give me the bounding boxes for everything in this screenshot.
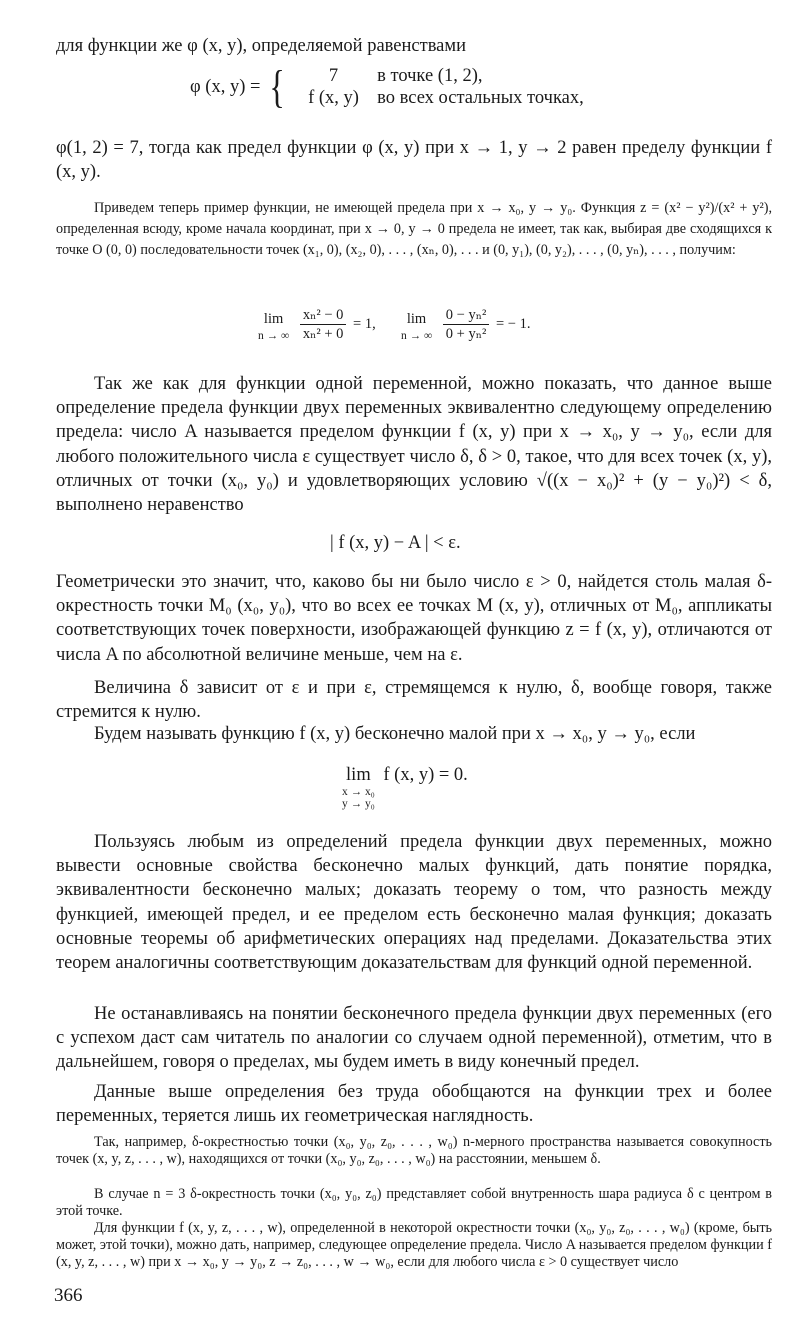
lim1-sub: n → ∞	[258, 329, 290, 342]
p-finite: Не останавливаясь на понятии бесконечного предела функции двух переменных (его с успехом даст сам читатель по аналогии со случаем одной переменной), отметим, что в дальнейшем, говоря о пределах, мы будем иметь в виду конечный предел.	[56, 1004, 772, 1073]
phi-definition	[190, 61, 584, 112]
phi-case1-value: 7	[328, 66, 339, 86]
lim1-numerator: xₙ² − 0	[300, 306, 347, 325]
inequality-formula: | f (x, y) − A | < ε.	[330, 533, 461, 553]
page-number: 366	[54, 1285, 83, 1306]
lim1-word: lim	[263, 310, 284, 327]
lim2-value: = − 1.	[495, 315, 531, 332]
small-note-3: Для функции f (x, y, z, . . . , w), определенной в некоторой окрестности точки (x₀, y₀, z₀, . . . , w₀) (кроме, быть может, этой точки), можно дать, например, следующее определение предела. Число A называется пределом функции f (x, y, z, . . . , w) при x → x₀, y → y₀, z → z₀, . . . , w → w₀, если для любого числа ε > 0 существует число	[56, 1220, 772, 1271]
phi-case2-cond: во всех остальных точках,	[377, 88, 584, 108]
p-after-phi: φ(1, 2) = 7, тогда как предел функции φ (x, y) при x → 1, y → 2 равен пределу функции f (x, y).	[56, 138, 772, 183]
example-text: Приведем теперь пример функции, не имеющей предела при x → x₀, y → y₀. Функция z = (x² − y²)/(x² + y²), определенная всюду, кроме начала координат, при x → 0, y → 0 предела не имеет, так как, выбирая две сходящихся к точке O (0, 0) последовательности точек (x₁, 0), (x₂, 0), . . . , (xₙ, 0), . . . и (0, y₁), (0, y₂), . . . , (0, yₙ), . . . , получим:	[56, 200, 772, 258]
p-delta: Величина δ зависит от ε и при ε, стремящемся к нулю, δ, вообще говоря, также стремится к нулю.	[56, 678, 772, 723]
lim-zero-formula	[342, 764, 468, 810]
lim1-value: = 1,	[353, 315, 376, 332]
lim2-denominator: 0 + yₙ²	[445, 326, 487, 342]
intro-text: для функции же φ (x, y), определяемой равенствами	[56, 36, 466, 56]
lim1-denominator: xₙ² + 0	[302, 326, 344, 342]
phi-case1-cond: в точке (1, 2),	[377, 66, 483, 86]
left-brace-icon: {	[269, 61, 286, 112]
p-using: Пользуясь любым из определений предела функции двух переменных, можно вывести основные свойства бесконечно малых функций, дать понятие порядка, эквивалентности бесконечно малых; доказать теорему о том, что разность между функцией, имеющей предел, и ее пределом есть бесконечно малая функция; доказать основные теоремы об арифметических операциях над пределами. Доказательства этих теорем аналогичны соответствующим доказательствам для функций одной переменной.	[56, 832, 772, 974]
limits-formula	[258, 306, 530, 343]
small-note-1: Так, например, δ-окрестностью точки (x₀, y₀, z₀, . . . , w₀) n-мерного пространства называется совокупность точек (x, y, z, . . . , w), находящихся от точки (x₀, y₀, z₀, . . . , w₀) на расстоянии, меньшем δ.	[56, 1134, 772, 1168]
lim2-word: lim	[406, 310, 427, 327]
p-definition: Так же как для функции одной переменной, можно показать, что данное выше определение предела функции двух переменных эквивалентно следующему определению предела: число A называется пределом функции f (x, y) при x → x₀, y → y₀, если для любого положительного числа ε существует число δ, δ > 0, такое, что для всех точек (x, y), отличных от точки (x₀, y₀) и удовлетворяющих условию √((x − x₀)² + (y − y₀)²) < δ, выполнено неравенство	[56, 374, 772, 516]
small-note-2: В случае n = 3 δ-окрестность точки (x₀, y₀, z₀) представляет собой внутренность шара радиуса δ с центром в этой точке.	[56, 1186, 772, 1220]
phi-case2-value: f (x, y)	[308, 88, 359, 108]
lim-zero-word: lim	[346, 765, 371, 785]
p-geometric: Геометрически это значит, что, каково бы ни было число ε > 0, найдется столь малая δ-окрестность точки M₀ (x₀, y₀), что во всех ее точках M (x, y), отличных от M₀, аппликаты соответствующих точек поверхности, изображающей функцию z = f (x, y), отличаются от числа A по абсолютной величине меньше, чем на ε.	[56, 572, 772, 665]
lim2-sub: n → ∞	[400, 329, 433, 342]
p-infinitesimal: Будем называть функцию f (x, y) бесконечно малой при x → x₀, y → y₀, если	[94, 724, 696, 744]
lim-zero-sub2: y → y₀	[342, 798, 375, 810]
lim-zero-sub1: x → x₀	[342, 786, 375, 798]
lim2-numerator: 0 − yₙ²	[443, 306, 490, 325]
lim-zero-expr: f (x, y) = 0.	[383, 765, 468, 785]
phi-lhs: φ (x, y) =	[190, 77, 261, 97]
p-generalize: Данные выше определения без труда обобщаются на функции трех и более переменных, теряется лишь их геометрическая наглядность.	[56, 1082, 772, 1127]
